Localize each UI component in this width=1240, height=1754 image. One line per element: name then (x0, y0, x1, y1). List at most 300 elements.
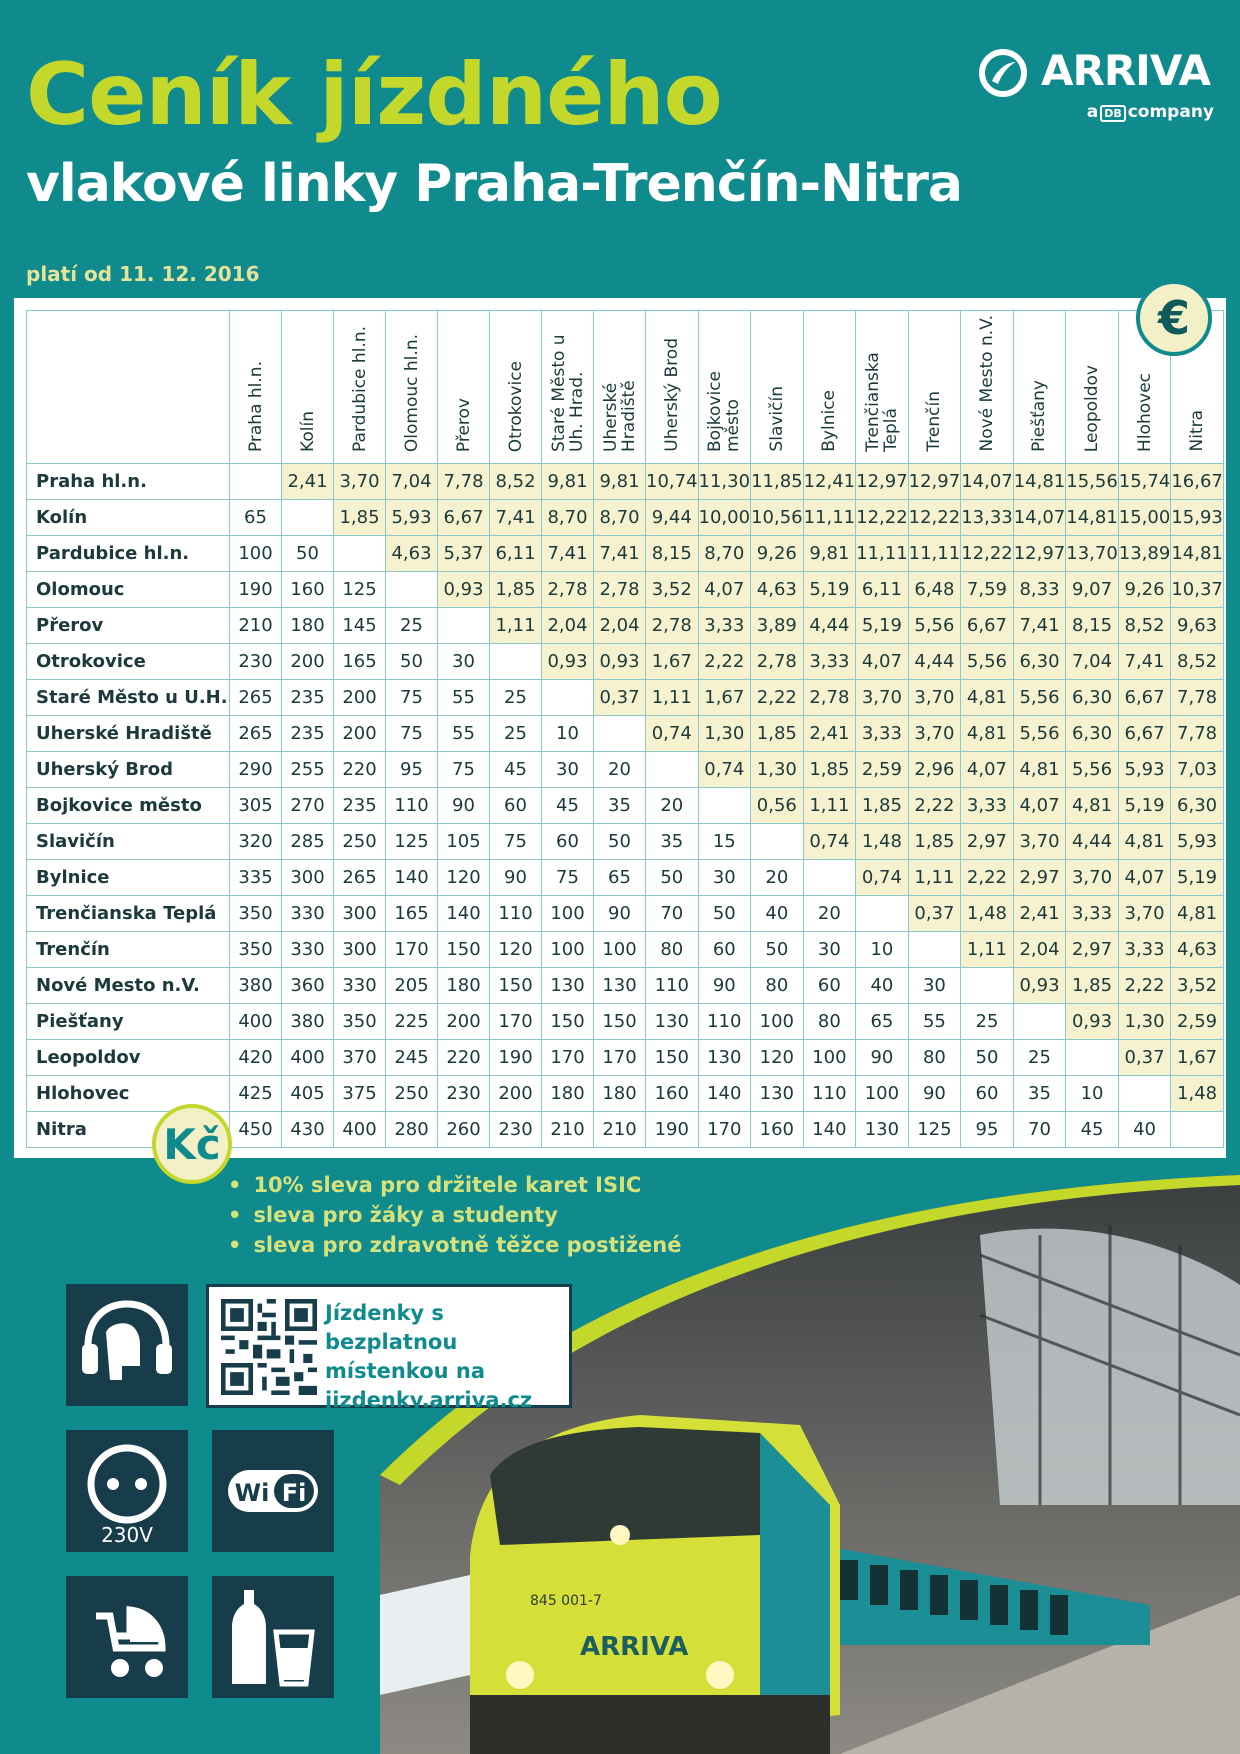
fare-eur-cell: 9,07 (1066, 572, 1119, 608)
row-header: Hlohovec (27, 1076, 230, 1112)
fare-eur-cell: 2,78 (803, 680, 856, 716)
fare-eur-cell: 3,52 (646, 572, 699, 608)
fare-czk-cell: 400 (282, 1040, 334, 1076)
column-header (803, 311, 856, 464)
fare-czk-cell: 110 (698, 1004, 751, 1040)
fare-czk-cell: 50 (698, 896, 751, 932)
page-title: Ceník jízdného (26, 45, 722, 145)
diagonal-cell (282, 500, 334, 536)
fare-eur-cell: 1,11 (490, 608, 542, 644)
discount-isic: • 10% sleva pro držitele karet ISIC (228, 1170, 681, 1200)
fare-czk-cell: 335 (230, 860, 282, 896)
fare-eur-cell: 0,93 (438, 572, 490, 608)
fare-eur-cell: 2,22 (751, 680, 804, 716)
fare-czk-cell: 150 (542, 1004, 594, 1040)
fare-eur-cell: 11,11 (908, 536, 961, 572)
fare-czk-cell: 380 (282, 1004, 334, 1040)
row-header: Otrokovice (27, 644, 230, 680)
fare-czk-cell: 50 (646, 860, 699, 896)
fare-czk-cell: 40 (856, 968, 909, 1004)
fare-eur-cell: 1,85 (334, 500, 386, 536)
fare-eur-cell: 4,44 (1066, 824, 1119, 860)
fare-eur-cell: 3,70 (908, 716, 961, 752)
fare-eur-cell: 3,33 (1066, 896, 1119, 932)
fare-czk-cell: 305 (230, 788, 282, 824)
arriva-logo (978, 46, 1218, 122)
fare-eur-cell: 4,63 (386, 536, 438, 572)
fare-eur-cell: 2,41 (803, 716, 856, 752)
fare-eur-cell: 0,37 (1118, 1040, 1171, 1076)
fare-czk-cell: 130 (646, 1004, 699, 1040)
table-row (27, 608, 1224, 644)
fare-czk-cell: 35 (1013, 1076, 1066, 1112)
fare-eur-cell: 1,67 (1171, 1040, 1224, 1076)
fare-eur-cell: 4,81 (1066, 788, 1119, 824)
fare-czk-cell: 80 (646, 932, 699, 968)
column-header (856, 311, 909, 464)
diagonal-cell (803, 860, 856, 896)
fare-eur-cell: 14,81 (1066, 500, 1119, 536)
fare-czk-cell: 80 (751, 968, 804, 1004)
discount-disabled: • sleva pro zdravotně těžce postižené (228, 1230, 681, 1260)
fare-eur-cell: 4,07 (1118, 860, 1171, 896)
fare-eur-cell: 8,70 (698, 536, 751, 572)
fare-eur-cell: 4,07 (961, 752, 1014, 788)
fare-eur-cell: 12,97 (856, 464, 909, 500)
fare-eur-cell: 5,37 (438, 536, 490, 572)
fare-eur-cell: 10,00 (698, 500, 751, 536)
fare-czk-cell: 105 (438, 824, 490, 860)
fare-czk-cell: 100 (542, 896, 594, 932)
row-header: Pardubice hl.n. (27, 536, 230, 572)
ticket-line-2: místenkou na (325, 1359, 486, 1383)
column-header-label: Staré Město u Uh. Hrad. (548, 334, 587, 452)
fare-eur-cell: 5,93 (386, 500, 438, 536)
fare-eur-cell: 2,97 (961, 824, 1014, 860)
fare-czk-cell: 75 (542, 860, 594, 896)
fare-eur-cell: 4,44 (803, 608, 856, 644)
fare-czk-cell: 20 (594, 752, 646, 788)
column-header-label: Bylnice (819, 390, 840, 452)
diagonal-cell (542, 680, 594, 716)
fare-eur-cell: 3,52 (1171, 968, 1224, 1004)
fare-czk-cell: 220 (334, 752, 386, 788)
fare-eur-cell: 0,74 (646, 716, 699, 752)
diagonal-cell (961, 968, 1014, 1004)
fare-czk-cell: 280 (386, 1112, 438, 1148)
fare-czk-cell: 75 (386, 716, 438, 752)
fare-eur-cell: 2,41 (282, 464, 334, 500)
fare-eur-cell: 5,56 (1013, 716, 1066, 752)
wifi-label-fi: Fi (281, 1479, 307, 1507)
diagonal-cell (230, 464, 282, 500)
row-header: Nitra (27, 1112, 230, 1148)
row-header: Trenčín (27, 932, 230, 968)
fare-czk-cell: 10 (1066, 1076, 1119, 1112)
table-row (27, 680, 1224, 716)
fare-czk-cell: 70 (646, 896, 699, 932)
fare-czk-cell: 260 (438, 1112, 490, 1148)
fare-eur-cell: 4,81 (1013, 752, 1066, 788)
fare-eur-cell: 1,48 (856, 824, 909, 860)
fare-eur-cell: 6,48 (908, 572, 961, 608)
fare-eur-cell: 2,04 (542, 608, 594, 644)
table-row (27, 788, 1224, 824)
row-header: Nové Mesto n.V. (27, 968, 230, 1004)
fare-eur-cell: 6,30 (1066, 716, 1119, 752)
fare-czk-cell: 95 (386, 752, 438, 788)
fare-czk-cell: 45 (490, 752, 542, 788)
fare-czk-cell: 50 (386, 644, 438, 680)
diagonal-cell (1171, 1112, 1224, 1148)
fare-czk-cell: 15 (698, 824, 751, 860)
fare-czk-cell: 350 (334, 1004, 386, 1040)
ticket-info-box (206, 1284, 572, 1412)
fare-czk-cell: 20 (646, 788, 699, 824)
fare-eur-cell: 7,59 (961, 572, 1014, 608)
fare-eur-cell: 11,11 (803, 500, 856, 536)
fare-eur-cell: 2,22 (908, 788, 961, 824)
fare-czk-cell: 140 (438, 896, 490, 932)
fare-czk-cell: 60 (542, 824, 594, 860)
fare-czk-cell: 170 (594, 1040, 646, 1076)
fare-czk-cell: 140 (386, 860, 438, 896)
fare-czk-cell: 75 (386, 680, 438, 716)
fare-eur-cell: 15,00 (1118, 500, 1171, 536)
fare-czk-cell: 450 (230, 1112, 282, 1148)
fare-czk-cell: 20 (751, 860, 804, 896)
fare-czk-cell: 60 (961, 1076, 1014, 1112)
fare-eur-cell: 2,78 (646, 608, 699, 644)
fare-czk-cell: 30 (438, 644, 490, 680)
fare-table (26, 310, 1224, 1148)
fare-eur-cell: 4,07 (1013, 788, 1066, 824)
fare-czk-cell: 30 (542, 752, 594, 788)
fare-czk-cell: 70 (1013, 1112, 1066, 1148)
diagonal-cell (1118, 1076, 1171, 1112)
fare-eur-cell: 15,56 (1066, 464, 1119, 500)
fare-czk-cell: 210 (594, 1112, 646, 1148)
fare-eur-cell: 1,85 (751, 716, 804, 752)
fare-eur-cell: 8,70 (542, 500, 594, 536)
wifi-icon (212, 1430, 334, 1552)
fare-eur-cell: 12,22 (961, 536, 1014, 572)
fare-czk-cell: 100 (803, 1040, 856, 1076)
fare-czk-cell: 180 (282, 608, 334, 644)
table-row (27, 968, 1224, 1004)
fare-eur-cell: 9,81 (542, 464, 594, 500)
fare-czk-cell: 25 (490, 716, 542, 752)
arriva-ring-icon (978, 48, 1028, 98)
fare-eur-cell: 6,67 (438, 500, 490, 536)
fare-czk-cell: 80 (908, 1040, 961, 1076)
fare-eur-cell: 4,07 (698, 572, 751, 608)
fare-eur-cell: 12,97 (908, 464, 961, 500)
fare-eur-cell: 7,41 (542, 536, 594, 572)
fare-eur-cell: 3,33 (961, 788, 1014, 824)
table-row (27, 716, 1224, 752)
column-header-label: Trenčín (924, 391, 945, 452)
fare-eur-cell: 14,07 (961, 464, 1014, 500)
fare-eur-cell: 12,97 (1013, 536, 1066, 572)
fare-eur-cell: 14,81 (1013, 464, 1066, 500)
fare-eur-cell: 2,04 (594, 608, 646, 644)
fare-czk-cell: 125 (334, 572, 386, 608)
row-header: Piešťany (27, 1004, 230, 1040)
fare-czk-cell: 75 (438, 752, 490, 788)
fare-eur-cell: 1,67 (646, 644, 699, 680)
fare-eur-cell: 2,78 (751, 644, 804, 680)
fare-czk-cell: 25 (490, 680, 542, 716)
table-row (27, 752, 1224, 788)
fare-eur-cell: 4,81 (961, 680, 1014, 716)
fare-eur-cell: 7,41 (490, 500, 542, 536)
fare-czk-cell: 140 (698, 1076, 751, 1112)
fare-eur-cell: 3,70 (334, 464, 386, 500)
fare-eur-cell: 11,30 (698, 464, 751, 500)
row-header: Uherské Hradiště (27, 716, 230, 752)
fare-eur-cell: 13,89 (1118, 536, 1171, 572)
fare-czk-cell: 130 (856, 1112, 909, 1148)
fare-czk-cell: 300 (282, 860, 334, 896)
fare-eur-cell: 7,41 (594, 536, 646, 572)
fare-czk-cell: 145 (334, 608, 386, 644)
fare-eur-cell: 6,11 (856, 572, 909, 608)
fare-czk-cell: 90 (856, 1040, 909, 1076)
column-header-label: Nové Mesto n.V. (976, 315, 997, 452)
fare-czk-cell: 230 (490, 1112, 542, 1148)
fare-eur-cell: 6,67 (1118, 716, 1171, 752)
fare-czk-cell: 90 (908, 1076, 961, 1112)
fare-czk-cell: 180 (438, 968, 490, 1004)
fare-eur-cell: 3,70 (908, 680, 961, 716)
column-header-label: Trenčianska Teplá (862, 352, 901, 452)
column-header-label: Kolín (297, 411, 318, 452)
fare-czk-cell: 190 (646, 1112, 699, 1148)
fare-eur-cell: 2,22 (961, 860, 1014, 896)
fare-czk-cell: 360 (282, 968, 334, 1004)
discount-students: • sleva pro žáky a studenty (228, 1200, 681, 1230)
fare-czk-cell: 65 (856, 1004, 909, 1040)
fare-eur-cell: 3,33 (1118, 932, 1171, 968)
diagonal-cell (438, 608, 490, 644)
fare-czk-cell: 370 (334, 1040, 386, 1076)
fare-czk-cell: 25 (386, 608, 438, 644)
fare-eur-cell: 1,85 (490, 572, 542, 608)
fare-czk-cell: 245 (386, 1040, 438, 1076)
column-header-label: Uherské Hradiště (600, 380, 639, 452)
fare-eur-cell: 1,67 (698, 680, 751, 716)
refreshments-icon (212, 1576, 334, 1698)
diagonal-cell (490, 644, 542, 680)
fare-czk-cell: 90 (698, 968, 751, 1004)
fare-eur-cell: 9,26 (751, 536, 804, 572)
fare-eur-cell: 2,59 (856, 752, 909, 788)
row-header: Bojkovice město (27, 788, 230, 824)
fare-eur-cell: 9,81 (594, 464, 646, 500)
fare-eur-cell: 3,70 (1118, 896, 1171, 932)
fare-czk-cell: 235 (282, 716, 334, 752)
fare-eur-cell: 10,56 (751, 500, 804, 536)
fare-eur-cell: 11,11 (856, 536, 909, 572)
fare-eur-cell: 1,30 (1118, 1004, 1171, 1040)
fare-czk-cell: 65 (230, 500, 282, 536)
fare-czk-cell: 160 (646, 1076, 699, 1112)
row-header: Uherský Brod (27, 752, 230, 788)
fare-czk-cell: 10 (542, 716, 594, 752)
fare-eur-cell: 7,41 (1118, 644, 1171, 680)
fare-eur-cell: 12,22 (908, 500, 961, 536)
fare-eur-cell: 4,63 (1171, 932, 1224, 968)
fare-eur-cell: 9,26 (1118, 572, 1171, 608)
fare-eur-cell: 5,56 (908, 608, 961, 644)
fare-eur-cell: 2,41 (1013, 896, 1066, 932)
column-header (334, 311, 386, 464)
fare-eur-cell: 4,07 (856, 644, 909, 680)
fare-eur-cell: 8,70 (594, 500, 646, 536)
fare-czk-cell: 190 (230, 572, 282, 608)
fare-czk-cell: 230 (230, 644, 282, 680)
fare-czk-cell: 50 (282, 536, 334, 572)
column-header-label: Pardubice hl.n. (349, 326, 370, 452)
fare-eur-cell: 8,15 (1066, 608, 1119, 644)
fare-czk-cell: 125 (908, 1112, 961, 1148)
fare-czk-cell: 330 (334, 968, 386, 1004)
valid-from-date: platí od 11. 12. 2016 (26, 262, 260, 286)
fare-eur-cell: 5,93 (1171, 824, 1224, 860)
db-company-tag: a DB company (1086, 102, 1214, 122)
table-corner (27, 311, 230, 464)
fare-czk-cell: 400 (230, 1004, 282, 1040)
quiet-zone-icon (66, 1284, 188, 1406)
column-header (282, 311, 334, 464)
fare-eur-cell: 1,11 (803, 788, 856, 824)
fare-czk-cell: 25 (1013, 1040, 1066, 1076)
fare-czk-cell: 80 (803, 1004, 856, 1040)
fare-czk-cell: 180 (542, 1076, 594, 1112)
fare-eur-cell: 0,74 (856, 860, 909, 896)
euro-badge-icon: € (1136, 280, 1212, 356)
fare-eur-cell: 2,97 (1066, 932, 1119, 968)
fare-eur-cell: 3,33 (803, 644, 856, 680)
table-row (27, 896, 1224, 932)
fare-czk-cell: 235 (282, 680, 334, 716)
fare-eur-cell: 4,81 (1171, 896, 1224, 932)
fare-czk-cell: 130 (594, 968, 646, 1004)
diagonal-cell (1013, 1004, 1066, 1040)
column-header (490, 311, 542, 464)
fare-czk-cell: 45 (1066, 1112, 1119, 1148)
fare-czk-cell: 170 (698, 1112, 751, 1148)
fare-eur-cell: 2,78 (542, 572, 594, 608)
fare-czk-cell: 420 (230, 1040, 282, 1076)
fare-czk-cell: 210 (230, 608, 282, 644)
fare-eur-cell: 6,67 (1118, 680, 1171, 716)
fare-czk-cell: 110 (386, 788, 438, 824)
fare-eur-cell: 0,56 (751, 788, 804, 824)
fare-czk-cell: 100 (542, 932, 594, 968)
fare-czk-cell: 380 (230, 968, 282, 1004)
column-header-label: Olomouc hl.n. (401, 333, 422, 452)
diagonal-cell (908, 932, 961, 968)
column-header-label: Přerov (453, 397, 474, 452)
fare-czk-cell: 160 (751, 1112, 804, 1148)
fare-eur-cell: 6,30 (1066, 680, 1119, 716)
fare-czk-cell: 100 (751, 1004, 804, 1040)
column-header (386, 311, 438, 464)
fare-eur-cell: 1,11 (961, 932, 1014, 968)
fare-czk-cell: 60 (490, 788, 542, 824)
fare-eur-cell: 5,56 (1066, 752, 1119, 788)
fare-czk-cell: 220 (438, 1040, 490, 1076)
column-header-label: Slavičín (766, 386, 787, 452)
fare-czk-cell: 425 (230, 1076, 282, 1112)
socket-voltage-label: 230V (101, 1523, 153, 1547)
fare-czk-cell: 120 (751, 1040, 804, 1076)
fare-eur-cell: 1,85 (803, 752, 856, 788)
fare-eur-cell: 6,30 (1013, 644, 1066, 680)
fare-eur-cell: 15,74 (1118, 464, 1171, 500)
fare-eur-cell: 1,30 (698, 716, 751, 752)
column-header (1013, 311, 1066, 464)
fare-eur-cell: 0,37 (594, 680, 646, 716)
fare-czk-cell: 60 (803, 968, 856, 1004)
fare-eur-cell: 0,93 (594, 644, 646, 680)
ticket-line-1: Jízdenky s bezplatnou (325, 1301, 458, 1354)
row-header: Olomouc (27, 572, 230, 608)
column-header-label: Uherský Brod (661, 338, 682, 452)
fare-czk-cell: 150 (594, 1004, 646, 1040)
fare-eur-cell: 12,41 (803, 464, 856, 500)
fare-eur-cell: 15,93 (1171, 500, 1224, 536)
fare-czk-cell: 265 (230, 716, 282, 752)
fare-czk-cell: 130 (542, 968, 594, 1004)
diagonal-cell (386, 572, 438, 608)
column-header-label: Otrokovice (505, 360, 526, 452)
fare-eur-cell: 8,52 (490, 464, 542, 500)
fare-eur-cell: 8,33 (1013, 572, 1066, 608)
fare-eur-cell: 5,56 (961, 644, 1014, 680)
fare-eur-cell: 1,85 (856, 788, 909, 824)
fare-czk-cell: 60 (698, 932, 751, 968)
fare-czk-cell: 200 (490, 1076, 542, 1112)
fare-czk-cell: 270 (282, 788, 334, 824)
fare-czk-cell: 180 (594, 1076, 646, 1112)
fare-eur-cell: 1,85 (908, 824, 961, 860)
fare-eur-cell: 5,19 (1171, 860, 1224, 896)
fare-czk-cell: 200 (334, 680, 386, 716)
fare-eur-cell: 6,11 (490, 536, 542, 572)
fare-czk-cell: 265 (230, 680, 282, 716)
fare-czk-cell: 285 (282, 824, 334, 860)
table-row (27, 1004, 1224, 1040)
fare-eur-cell: 13,33 (961, 500, 1014, 536)
czk-badge-icon: Kč (152, 1104, 232, 1184)
ticket-website-link[interactable]: jizdenky.arriva.cz (325, 1388, 533, 1412)
fare-eur-cell: 10,37 (1171, 572, 1224, 608)
diagonal-cell (751, 824, 804, 860)
fare-eur-cell: 3,70 (1066, 860, 1119, 896)
column-header (961, 311, 1014, 464)
fare-eur-cell: 5,93 (1118, 752, 1171, 788)
fare-eur-cell: 7,04 (386, 464, 438, 500)
column-header-label: Bojkovice město (705, 370, 744, 452)
fare-czk-cell: 265 (334, 860, 386, 896)
fare-czk-cell: 225 (386, 1004, 438, 1040)
fare-czk-cell: 90 (438, 788, 490, 824)
column-header (646, 311, 699, 464)
qr-code-icon[interactable] (221, 1299, 317, 1395)
